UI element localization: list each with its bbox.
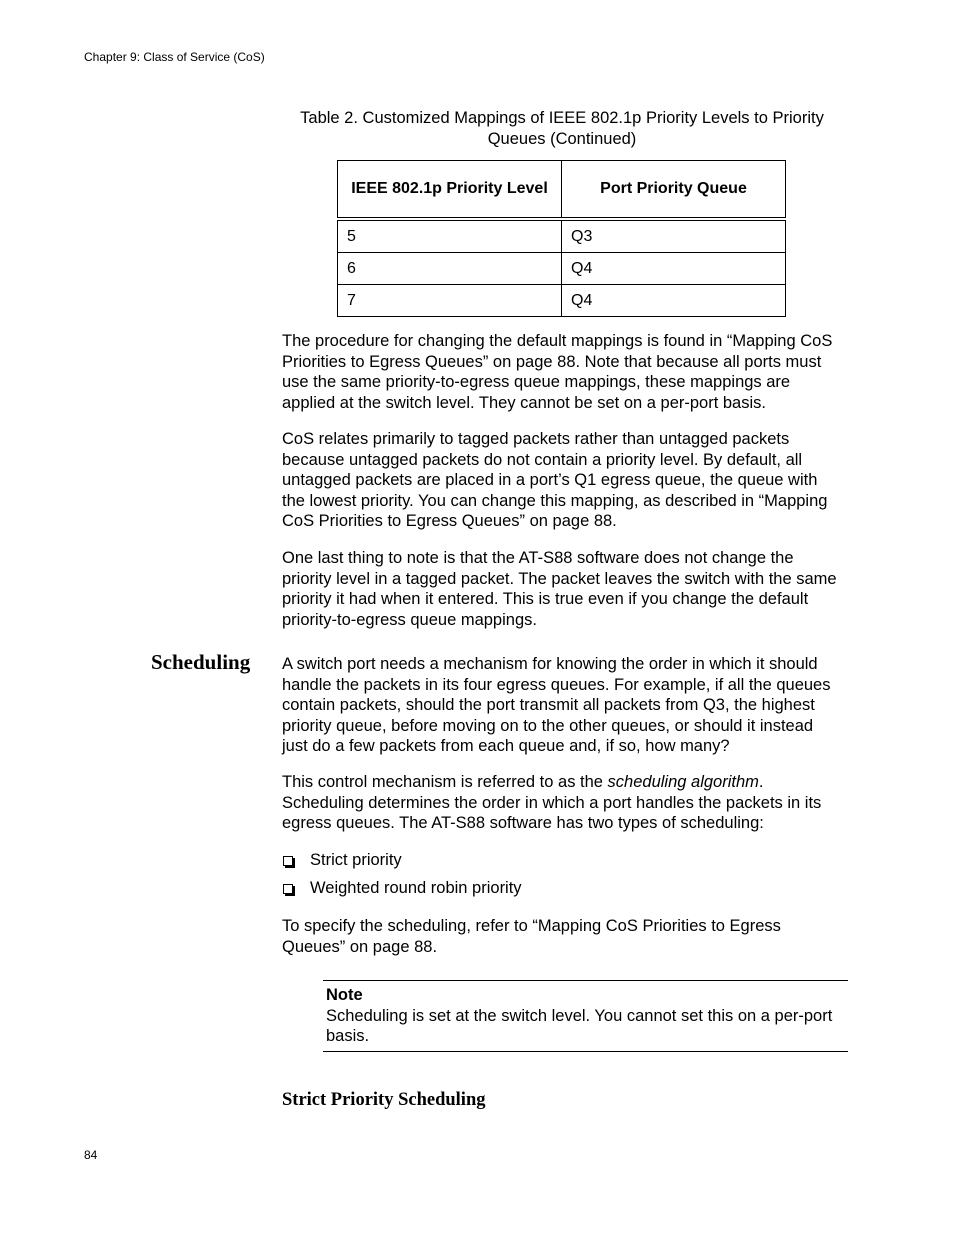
checkbox-bullet-icon: [283, 856, 293, 866]
scheduling-types-list: [282, 850, 842, 906]
column-header-priority-level: IEEE 802.1p Priority Level: [338, 161, 562, 220]
page-number: 84: [84, 1148, 98, 1162]
paragraph-scheduling-algorithm: [282, 772, 842, 834]
checkbox-bullet-icon: [283, 884, 293, 894]
table-cell-queue: Q4: [562, 253, 786, 285]
paragraph-default-mappings: [282, 331, 842, 413]
paragraph-text: CoS relates primarily to tagged packets rather than untagged packets because untagged packets do not contain a priority level. By default, all untagged packets are placed in a port’s Q1 egress queue, the queue with the lowest priority. You can change this mapping, as described in “Mapping CoS Priorities to Egress Queues” on page 88.: [282, 430, 828, 530]
paragraph-text: One last thing to note is that the AT-S88 software does not change the priority level in a tagged packet. The packet leaves the switch with the same priority it had when it entered. This is true even if you change the default priority-to-egress queue mappings.: [282, 549, 837, 629]
note-text: Scheduling is set at the switch level. You cannot set this on a per-port basis.: [326, 1006, 833, 1045]
table-caption: Table 2. Customized Mappings of IEEE 802.1p Priority Levels to Priority Queues (Continued): [300, 109, 824, 148]
running-head: Chapter 9: Class of Service (CoS): [84, 50, 265, 64]
paragraph-priority-level: [282, 548, 842, 630]
table-cell-queue: Q3: [562, 219, 786, 253]
table-cell-priority: 5: [338, 219, 562, 253]
table-cell-queue: Q4: [562, 285, 786, 317]
paragraph-text: The procedure for changing the default mappings is found in “Mapping CoS Priorities to Egress Queues” on page 88. Note that because all ports must use the same priority-to-egress queue mappings, these mappings are applied at the switch level. They cannot be set on a per-port basis.: [282, 332, 833, 412]
table-row: [338, 253, 786, 285]
list-item-label: Strict priority: [310, 851, 402, 869]
list-item: [282, 850, 842, 878]
list-item: [282, 878, 842, 906]
list-item-label: Weighted round robin priority: [310, 879, 522, 897]
column-header-port-priority-queue: Port Priority Queue: [562, 161, 786, 220]
subheading-strict-priority: Strict Priority Scheduling: [282, 1090, 486, 1110]
italic-term: scheduling algorithm: [607, 773, 759, 791]
table-header-row: [338, 161, 786, 220]
paragraph-tagged-packets: [282, 429, 842, 532]
priority-mapping-table: [337, 160, 786, 317]
text-run: This control mechanism is referred to as the: [282, 773, 608, 791]
table-cell-priority: 6: [338, 253, 562, 285]
table-row: [338, 219, 786, 253]
paragraph-text: A switch port needs a mechanism for knowing the order in which it should handle the packets in its four egress queues. For example, if all the queues contain packets, should the port transmit all packets from Q3, the highest priority queue, before moving on to the other queues, or should it instead just do a few packets from each queue and, if so, how many?: [282, 655, 831, 755]
paragraph-scheduling-intro: [282, 654, 842, 757]
text-run: . Scheduling determines the order in which a port handles the packets in its egress queues. The AT-S88 software has two types of scheduling:: [282, 773, 822, 832]
section-heading-scheduling: Scheduling: [151, 650, 251, 674]
table-row: [338, 285, 786, 317]
note-box: [323, 980, 848, 1052]
note-title: Note: [326, 986, 363, 1004]
paragraph-specify-scheduling: [282, 916, 842, 957]
table-cell-priority: 7: [338, 285, 562, 317]
paragraph-text: [282, 772, 842, 834]
paragraph-text: To specify the scheduling, refer to “Mapping CoS Priorities to Egress Queues” on page 88.: [282, 917, 781, 956]
